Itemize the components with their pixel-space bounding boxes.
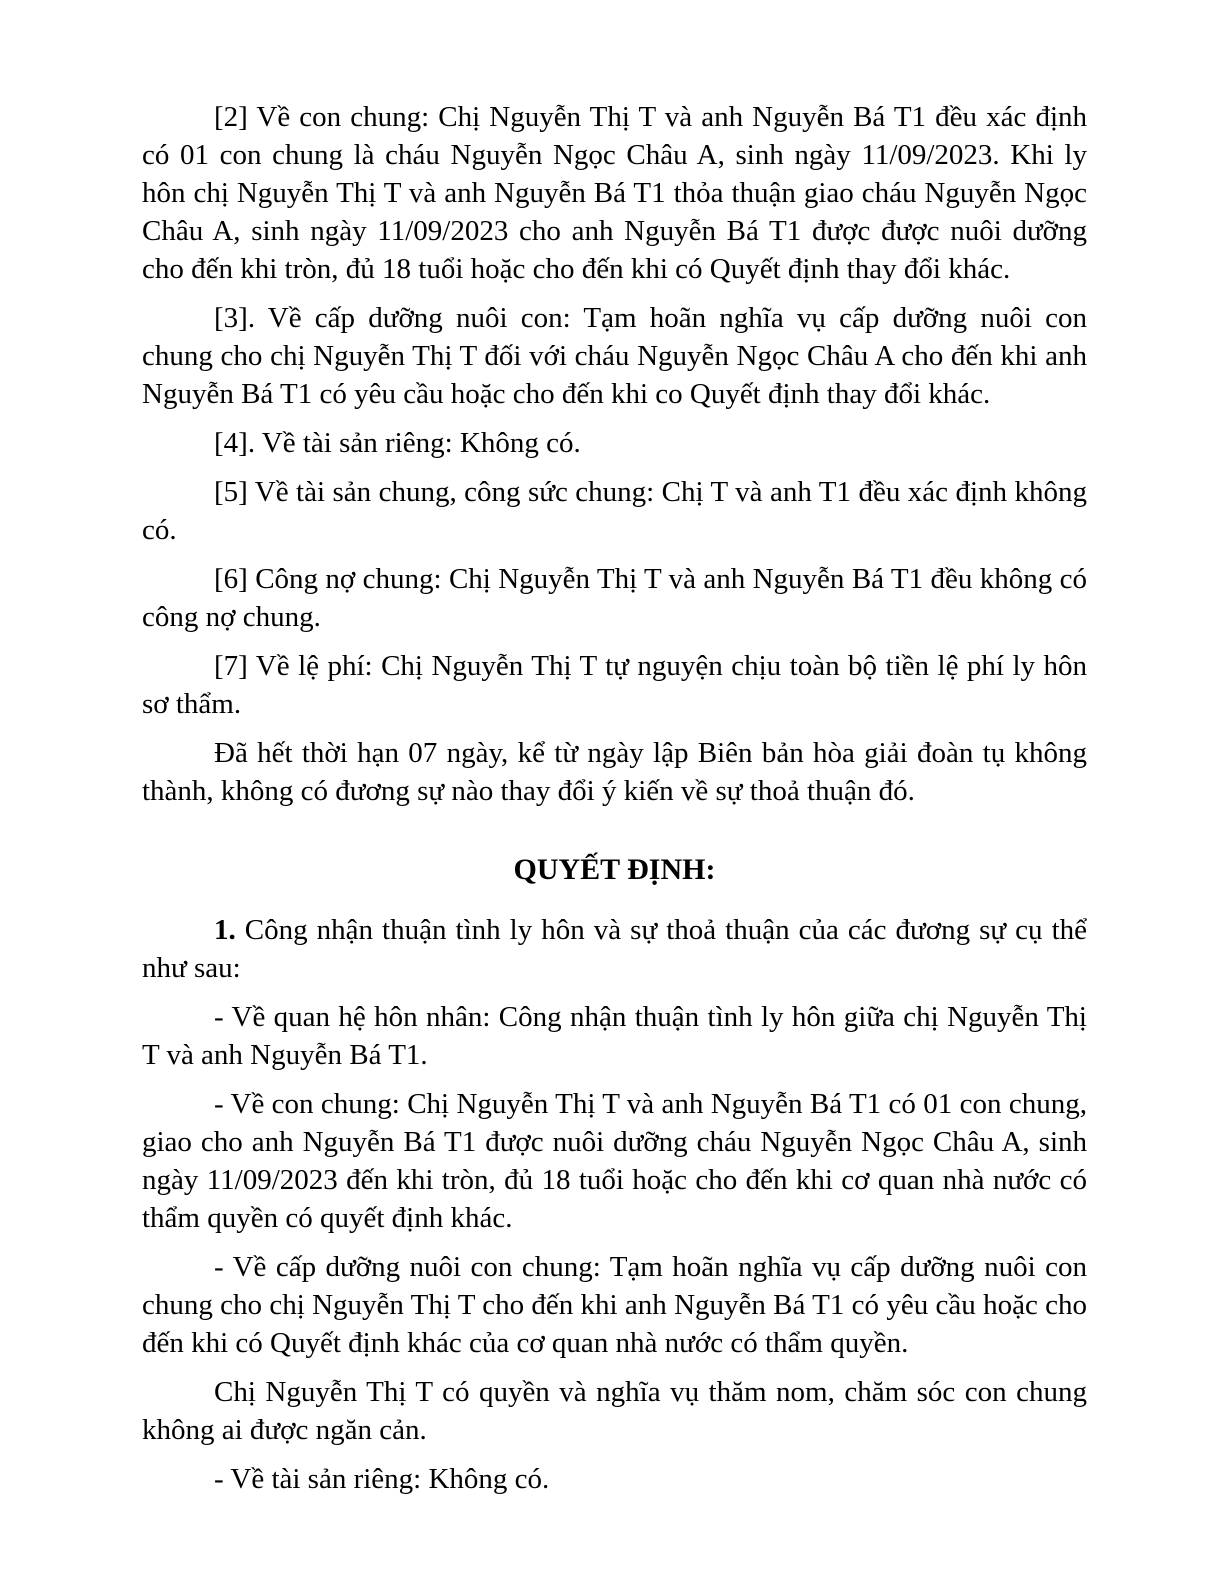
decision-item-tham-nom: Chị Nguyễn Thị T có quyền và nghĩa vụ thăm nom, chăm sóc con chung không ai được ngăn cản. — [142, 1376, 1087, 1446]
paragraph-6-cong-no-chung: [6] Công nợ chung: Chị Nguyễn Thị T và anh Nguyễn Bá T1 đều không có công nợ chung. — [142, 563, 1087, 633]
decision-item-con-chung: - Về con chung: Chị Nguyễn Thị T và anh Nguyễn Bá T1 có 01 con chung, giao cho anh Nguyễn Bá T1 được nuôi dưỡng cháu Nguyễn Ngọc Châu A, sinh ngày 11/09/2023 đến khi tròn, đủ 18 tuổi hoặc cho đến khi cơ quan nhà nước có thẩm quyền có quyết định khác. — [142, 1088, 1087, 1234]
decision-heading: QUYẾT ĐỊNH: — [513, 853, 716, 886]
decision-item-cap-duong: - Về cấp dưỡng nuôi con chung: Tạm hoãn nghĩa vụ cấp dưỡng nuôi con chung cho chị Nguyễn Thị T cho đến khi anh Nguyễn Bá T1 có yêu cầu hoặc cho đến khi có Quyết định khác của cơ quan nhà nước có thẩm quyền. — [142, 1251, 1087, 1359]
decision-intro — [142, 911, 1087, 987]
paragraph-5-tai-san-chung: [5] Về tài sản chung, công sức chung: Chị T và anh T1 đều xác định không có. — [142, 476, 1087, 546]
paragraph-7-le-phi: [7] Về lệ phí: Chị Nguyễn Thị T tự nguyện chịu toàn bộ tiền lệ phí ly hôn sơ thẩm. — [142, 650, 1087, 720]
paragraph-het-thoi-han: Đã hết thời hạn 07 ngày, kể từ ngày lập Biên bản hòa giải đoàn tụ không thành, không có đương sự nào thay đổi ý kiến về sự thoả thuận đó. — [142, 737, 1087, 807]
decision-item-tai-san-rieng: - Về tài sản riêng: Không có. — [214, 1463, 550, 1495]
paragraph-4-tai-san-rieng: [4]. Về tài sản riêng: Không có. — [214, 427, 581, 459]
paragraph-2-con-chung: [2] Về con chung: Chị Nguyễn Thị T và anh Nguyễn Bá T1 đều xác định có 01 con chung là cháu Nguyễn Ngọc Châu A, sinh ngày 11/09/2023. Khi ly hôn chị Nguyễn Thị T và anh Nguyễn Bá T1 thỏa thuận giao cháu Nguyễn Ngọc Châu A, sinh ngày 11/09/2023 cho anh Nguyễn Bá T1 được được nuôi dưỡng cho đến khi tròn, đủ 18 tuổi hoặc cho đến khi có Quyết định thay đổi khác. — [142, 101, 1087, 285]
paragraph-3-cap-duong: [3]. Về cấp dưỡng nuôi con: Tạm hoãn nghĩa vụ cấp dưỡng nuôi con chung cho chị Nguyễn Thị T đối với cháu Nguyễn Ngọc Châu A cho đến khi anh Nguyễn Bá T1 có yêu cầu hoặc cho đến khi co Quyết định thay đổi khác. — [142, 302, 1087, 410]
decision-intro-number: 1. — [214, 914, 236, 946]
decision-intro-text: Công nhận thuận tình ly hôn và sự thoả thuận của các đương sự cụ thể như sau: — [142, 914, 1087, 984]
decision-item-quan-he-hon-nhan: - Về quan hệ hôn nhân: Công nhận thuận tình ly hôn giữa chị Nguyễn Thị T và anh Nguyễn Bá T1. — [142, 1001, 1087, 1071]
